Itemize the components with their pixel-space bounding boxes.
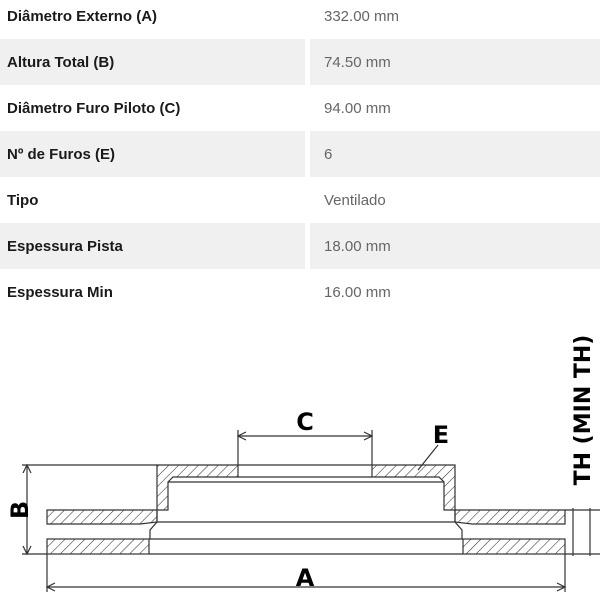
spec-value: Ventilado — [324, 191, 386, 209]
spec-value: 332.00 mm — [324, 7, 400, 25]
label-a: A — [295, 564, 315, 592]
brake-disc-diagram — [0, 310, 600, 600]
disc-contour — [149, 465, 463, 554]
spec-value: 6 — [310, 131, 600, 177]
spec-row — [0, 39, 600, 85]
spec-value: 74.50 mm — [310, 39, 600, 85]
spec-label: Nº de Furos (E) — [0, 131, 305, 177]
label-e: E — [432, 421, 450, 449]
spec-value: 16.00 mm — [324, 283, 391, 301]
spec-row — [0, 269, 600, 315]
spec-row — [0, 223, 600, 269]
spec-label: Espessura Pista — [0, 223, 305, 269]
label-c: C — [296, 408, 314, 436]
spec-row — [0, 85, 600, 131]
spec-row — [0, 177, 600, 223]
spec-label: Espessura Min — [7, 283, 113, 301]
spec-value: 94.00 mm — [324, 99, 391, 117]
disc-hat — [157, 465, 455, 510]
spec-label: Diâmetro Furo Piloto (C) — [7, 99, 181, 117]
spec-label: Altura Total (B) — [0, 39, 305, 85]
dimension-th — [565, 508, 600, 556]
spec-row — [0, 0, 600, 39]
label-th: TH (MIN TH) — [571, 334, 596, 486]
spec-value: 18.00 mm — [310, 223, 600, 269]
spec-label: Diâmetro Externo (A) — [7, 7, 158, 25]
disc-ring — [47, 510, 565, 554]
label-b: B — [6, 500, 34, 520]
spec-label: Tipo — [7, 191, 39, 209]
spec-row — [0, 131, 600, 177]
